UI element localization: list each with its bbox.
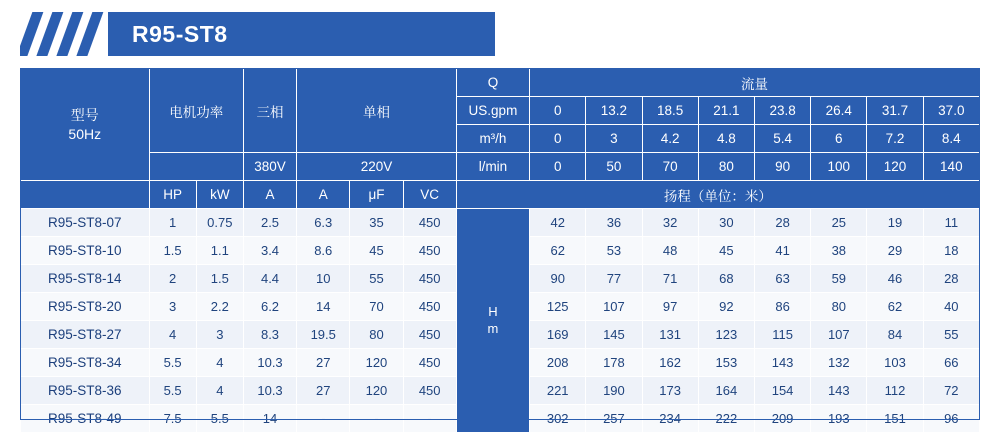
row-head-6: 29 (867, 237, 923, 265)
flow-m3h-6: 7.2 (867, 125, 923, 153)
row-head-4: 86 (754, 293, 810, 321)
row-hp: 2 (149, 265, 196, 293)
row-head-4: 28 (754, 209, 810, 237)
flow-m3h-3: 4.8 (698, 125, 754, 153)
row-head-6: 19 (867, 209, 923, 237)
row-hp: 1 (149, 209, 196, 237)
row-head-3: 153 (698, 349, 754, 377)
row-amp-three: 8.3 (243, 321, 296, 349)
flow-m3h-5: 6 (811, 125, 867, 153)
row-head-2: 32 (642, 209, 698, 237)
header-amp-single: A (297, 181, 350, 209)
row-uf: 120 (350, 377, 403, 405)
row-head-0: 125 (530, 293, 586, 321)
row-head-7: 55 (923, 321, 979, 349)
row-vc: 450 (403, 265, 456, 293)
row-head-5: 107 (811, 321, 867, 349)
row-model: R95-ST8-27 (21, 321, 150, 349)
row-amp-three: 10.3 (243, 349, 296, 377)
row-head-3: 222 (698, 405, 754, 433)
flow-lmin-2: 70 (642, 153, 698, 181)
row-amp-single: 27 (297, 377, 350, 405)
row-head-2: 162 (642, 349, 698, 377)
row-head-2: 71 (642, 265, 698, 293)
header-units-blank (21, 181, 150, 209)
row-head-7: 66 (923, 349, 979, 377)
row-head-0: 169 (530, 321, 586, 349)
page-header-banner (20, 12, 495, 56)
row-head-0: 62 (530, 237, 586, 265)
row-head-0: 42 (530, 209, 586, 237)
row-head-6: 112 (867, 377, 923, 405)
row-model: R95-ST8-36 (21, 377, 150, 405)
header-h-m (456, 209, 529, 433)
row-hp: 1.5 (149, 237, 196, 265)
flow-m3h-0: 0 (530, 125, 586, 153)
row-head-1: 36 (586, 209, 642, 237)
row-kw: 5.5 (196, 405, 243, 433)
row-head-7: 18 (923, 237, 979, 265)
header-hp: HP (149, 181, 196, 209)
row-head-3: 164 (698, 377, 754, 405)
row-head-6: 46 (867, 265, 923, 293)
row-amp-three: 14 (243, 405, 296, 433)
row-head-0: 208 (530, 349, 586, 377)
header-usgpm: US.gpm (456, 97, 529, 125)
row-head-5: 132 (811, 349, 867, 377)
flow-m3h-4: 5.4 (754, 125, 810, 153)
row-head-6: 84 (867, 321, 923, 349)
row-model: R95-ST8-07 (21, 209, 150, 237)
row-head-5: 193 (811, 405, 867, 433)
row-head-7: 40 (923, 293, 979, 321)
specification-table (20, 68, 980, 433)
row-vc: 450 (403, 293, 456, 321)
row-head-4: 63 (754, 265, 810, 293)
row-kw: 1.1 (196, 237, 243, 265)
flow-lmin-4: 90 (754, 153, 810, 181)
row-uf: 55 (350, 265, 403, 293)
row-head-7: 28 (923, 265, 979, 293)
row-kw: 0.75 (196, 209, 243, 237)
row-model: R95-ST8-34 (21, 349, 150, 377)
flow-usgpm-1: 13.2 (586, 97, 642, 125)
page-title: R95-ST8 (132, 21, 228, 47)
row-head-5: 38 (811, 237, 867, 265)
flow-usgpm-4: 23.8 (754, 97, 810, 125)
flow-lmin-1: 50 (586, 153, 642, 181)
header-motor-power: 电机功率 (149, 69, 243, 153)
row-head-2: 173 (642, 377, 698, 405)
row-amp-single: - (297, 405, 350, 433)
header-model-line2: 50Hz (68, 125, 102, 142)
header-m: m (487, 320, 499, 336)
flow-lmin-5: 100 (811, 153, 867, 181)
flow-usgpm-6: 31.7 (867, 97, 923, 125)
row-head-6: 151 (867, 405, 923, 433)
table-header-row-voltage (21, 153, 980, 181)
banner-box (108, 12, 495, 56)
flow-m3h-2: 4.2 (642, 125, 698, 153)
row-head-3: 30 (698, 209, 754, 237)
row-model: R95-ST8-20 (21, 293, 150, 321)
header-model (21, 69, 150, 181)
row-head-6: 62 (867, 293, 923, 321)
row-head-5: 59 (811, 265, 867, 293)
row-head-4: 143 (754, 349, 810, 377)
row-uf: 70 (350, 293, 403, 321)
row-uf: 120 (350, 349, 403, 377)
flow-m3h-7: 8.4 (923, 125, 979, 153)
row-hp: 4 (149, 321, 196, 349)
row-amp-three: 6.2 (243, 293, 296, 321)
flow-lmin-7: 140 (923, 153, 979, 181)
row-vc: - (403, 405, 456, 433)
flow-usgpm-5: 26.4 (811, 97, 867, 125)
header-head: 扬程（单位：米） (456, 181, 979, 209)
header-single-phase: 单相 (297, 69, 457, 153)
row-kw: 3 (196, 321, 243, 349)
header-lmin: l/min (456, 153, 529, 181)
row-head-1: 178 (586, 349, 642, 377)
header-h: H (488, 304, 498, 320)
row-hp: 5.5 (149, 377, 196, 405)
row-model: R95-ST8-49 (21, 405, 150, 433)
flow-usgpm-0: 0 (530, 97, 586, 125)
row-head-7: 72 (923, 377, 979, 405)
header-uf: μF (350, 181, 403, 209)
flow-lmin-0: 0 (530, 153, 586, 181)
header-model-line1: 型号 (70, 106, 99, 123)
row-model: R95-ST8-14 (21, 265, 150, 293)
row-amp-single: 19.5 (297, 321, 350, 349)
table-header-row-units (21, 181, 980, 209)
table-row (21, 209, 980, 237)
row-head-4: 154 (754, 377, 810, 405)
row-amp-single: 6.3 (297, 209, 350, 237)
row-head-6: 103 (867, 349, 923, 377)
row-amp-three: 10.3 (243, 377, 296, 405)
row-uf: 80 (350, 321, 403, 349)
row-vc: 450 (403, 237, 456, 265)
row-vc: 450 (403, 377, 456, 405)
row-head-3: 45 (698, 237, 754, 265)
row-head-3: 123 (698, 321, 754, 349)
decorative-stripes (20, 12, 112, 56)
row-uf: 35 (350, 209, 403, 237)
row-vc: 450 (403, 209, 456, 237)
row-head-0: 302 (530, 405, 586, 433)
row-amp-single: 14 (297, 293, 350, 321)
header-amp-three: A (243, 181, 296, 209)
flow-usgpm-7: 37.0 (923, 97, 979, 125)
row-kw: 1.5 (196, 265, 243, 293)
row-vc: 450 (403, 321, 456, 349)
row-kw: 4 (196, 377, 243, 405)
row-head-5: 143 (811, 377, 867, 405)
row-head-3: 92 (698, 293, 754, 321)
flow-m3h-1: 3 (586, 125, 642, 153)
header-m3h: m³/h (456, 125, 529, 153)
row-amp-three: 2.5 (243, 209, 296, 237)
row-head-0: 221 (530, 377, 586, 405)
row-amp-single: 10 (297, 265, 350, 293)
row-head-2: 234 (642, 405, 698, 433)
row-amp-single: 8.6 (297, 237, 350, 265)
header-vc: VC (403, 181, 456, 209)
row-kw: 2.2 (196, 293, 243, 321)
flow-usgpm-2: 18.5 (642, 97, 698, 125)
row-head-7: 11 (923, 209, 979, 237)
row-head-4: 115 (754, 321, 810, 349)
row-head-1: 77 (586, 265, 642, 293)
header-220v: 220V (297, 153, 457, 181)
row-head-2: 97 (642, 293, 698, 321)
flow-usgpm-3: 21.1 (698, 97, 754, 125)
row-head-0: 90 (530, 265, 586, 293)
header-380v: 380V (243, 153, 296, 181)
flow-lmin-3: 80 (698, 153, 754, 181)
row-head-7: 96 (923, 405, 979, 433)
header-kw: kW (196, 181, 243, 209)
header-motor-power-blank (149, 153, 243, 181)
header-flow: 流量 (530, 69, 980, 97)
row-head-3: 68 (698, 265, 754, 293)
row-head-1: 190 (586, 377, 642, 405)
row-hp: 7.5 (149, 405, 196, 433)
table-header-row-q (21, 69, 980, 97)
row-uf: 45 (350, 237, 403, 265)
row-head-4: 41 (754, 237, 810, 265)
row-uf: - (350, 405, 403, 433)
row-model: R95-ST8-10 (21, 237, 150, 265)
row-head-1: 257 (586, 405, 642, 433)
flow-lmin-6: 120 (867, 153, 923, 181)
row-head-5: 80 (811, 293, 867, 321)
row-head-5: 25 (811, 209, 867, 237)
row-hp: 5.5 (149, 349, 196, 377)
header-three-phase: 三相 (243, 69, 296, 153)
row-vc: 450 (403, 349, 456, 377)
row-amp-three: 3.4 (243, 237, 296, 265)
row-head-2: 48 (642, 237, 698, 265)
row-head-1: 145 (586, 321, 642, 349)
row-head-1: 53 (586, 237, 642, 265)
row-amp-single: 27 (297, 349, 350, 377)
row-head-4: 209 (754, 405, 810, 433)
row-hp: 3 (149, 293, 196, 321)
row-head-1: 107 (586, 293, 642, 321)
row-head-2: 131 (642, 321, 698, 349)
row-amp-three: 4.4 (243, 265, 296, 293)
row-kw: 4 (196, 349, 243, 377)
header-q: Q (456, 69, 529, 97)
